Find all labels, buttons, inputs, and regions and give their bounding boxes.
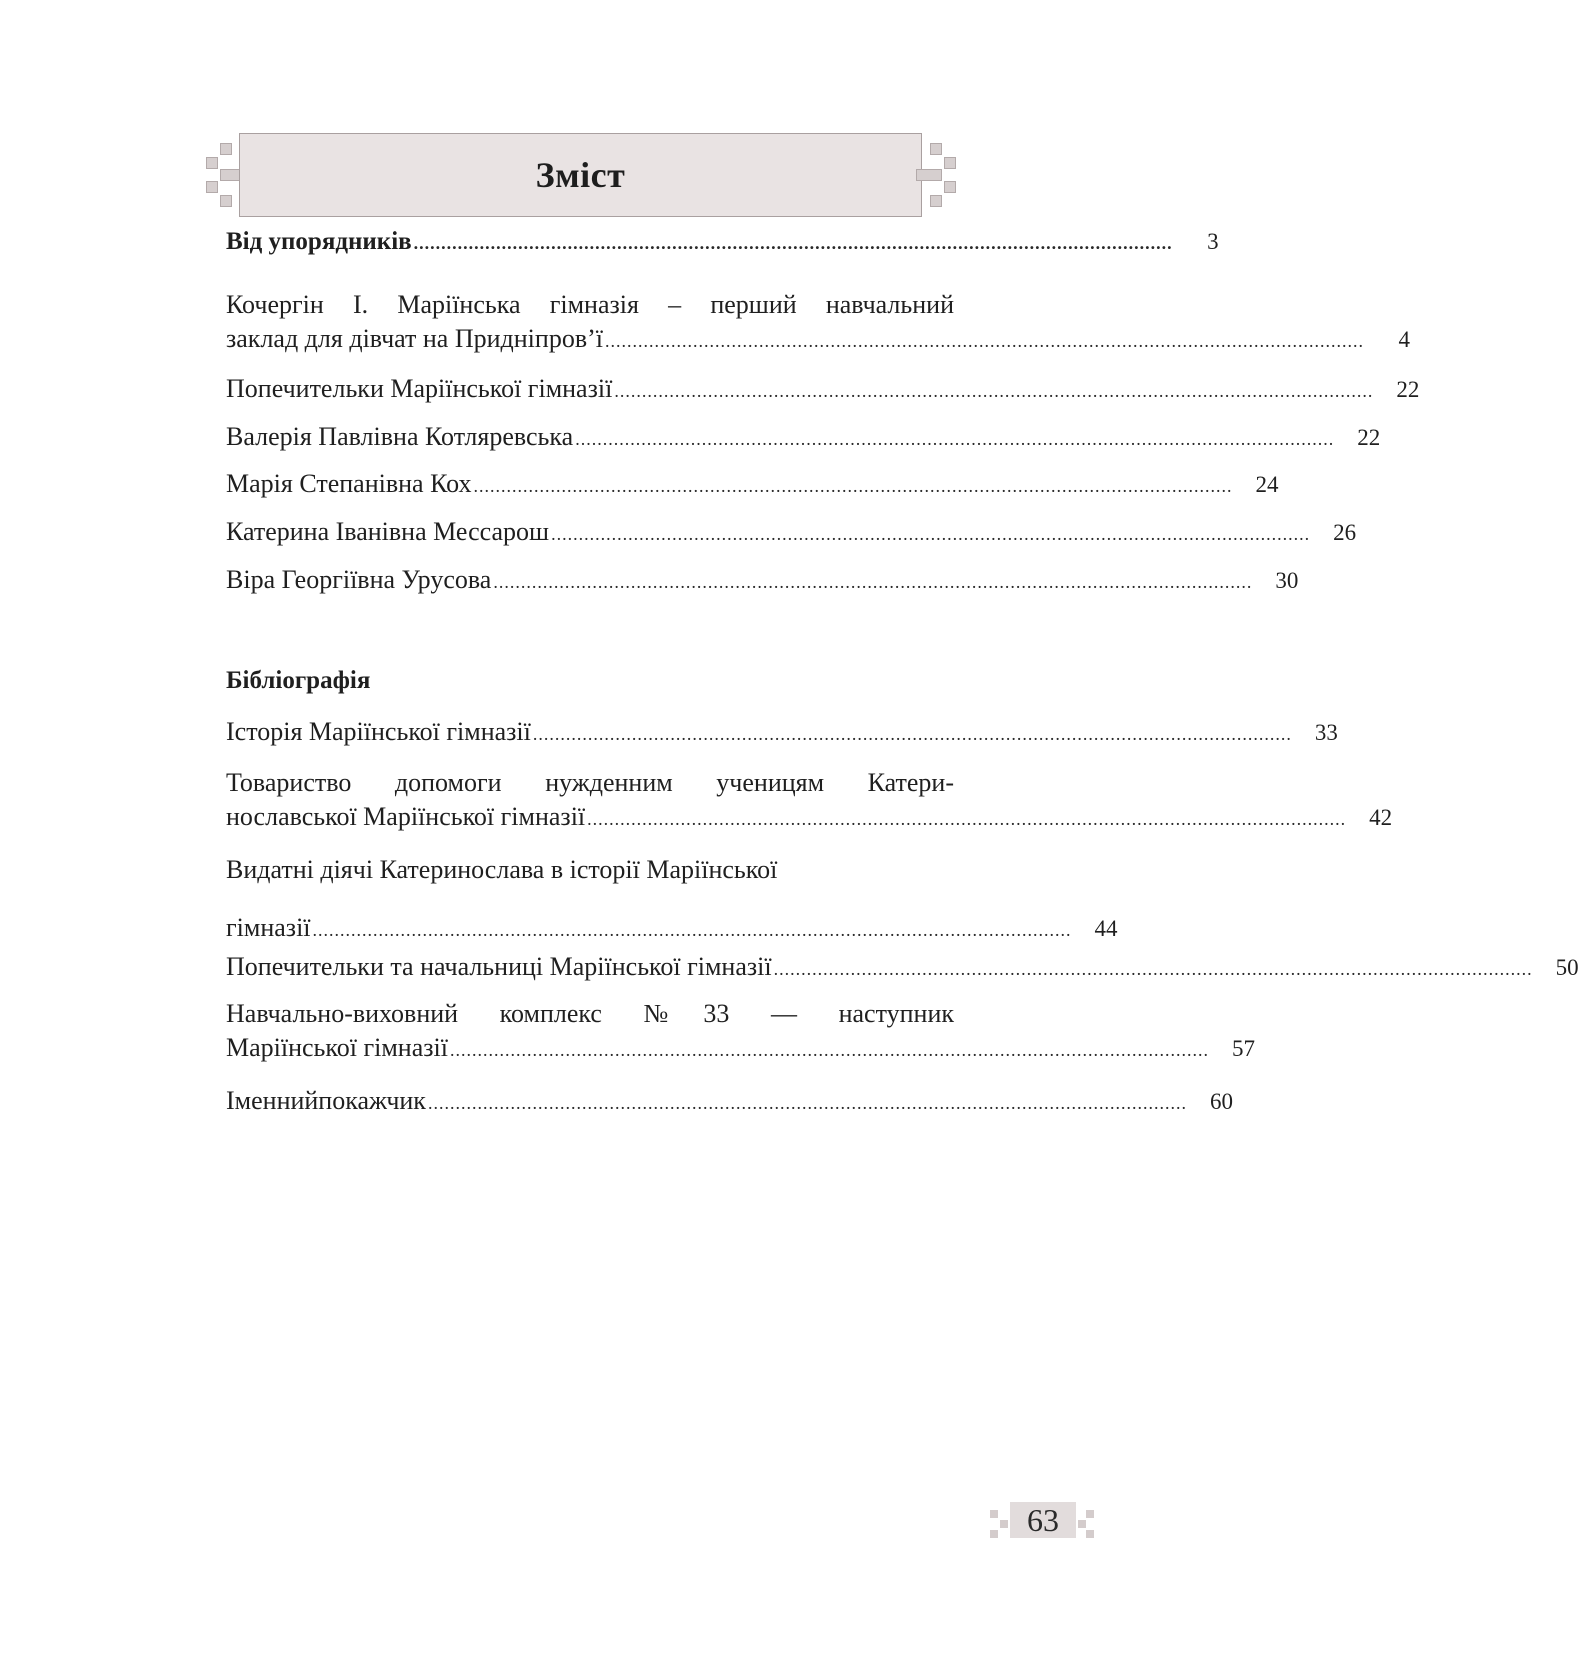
toc-entry-title: Видатні діячі Катеринослава в історії Маріїнської	[226, 855, 778, 884]
toc-entry[interactable]	[226, 853, 1118, 947]
toc-entry-title: Кочергін І. Маріїнська гімназія – перший навчальний	[226, 290, 954, 319]
toc-entry-page: 22	[1357, 425, 1381, 450]
toc-entry-title: Валерія Павлівна Котляревська	[226, 422, 574, 451]
dot-leader: ..........................................................................................................................................	[473, 476, 1233, 496]
page-title: Зміст	[535, 155, 626, 195]
toc-entry-title: Історія Маріїнської гімназії	[226, 717, 531, 746]
toc-entry[interactable]	[226, 420, 1381, 456]
dot-leader: ..........................................................................................................................................	[493, 572, 1253, 592]
toc-entry-title-continued: гімназії	[226, 913, 311, 942]
toc-entry-title-continued: Маріїнської гімназії	[226, 1033, 448, 1062]
toc-entry-page: 22	[1396, 377, 1420, 402]
dot-leader: ..........................................................................................................................................	[551, 524, 1311, 544]
dot-leader: ..........................................................................................................................................	[312, 920, 1072, 940]
dot-leader: ..........................................................................................................................................	[532, 724, 1292, 744]
dot-leader: ..........................................................................................................................................	[427, 1093, 1187, 1113]
toc-entry[interactable]	[226, 225, 1219, 260]
dot-leader: ..........................................................................................................................................	[413, 233, 1173, 253]
toc-entry-title-continued: заклад для дівчат на Придніпров’ї	[226, 324, 603, 353]
toc-entry-page: 33	[1314, 720, 1338, 745]
toc-entry[interactable]	[226, 515, 1357, 551]
toc-entry-page: 30	[1275, 568, 1299, 593]
toc-entry-page: 50	[1555, 955, 1579, 980]
toc-entry-title: Товариство допомоги нужденним ученицям Катери-	[226, 768, 954, 797]
dot-leader: ..........................................................................................................................................	[773, 959, 1533, 979]
toc-entry-title: Навчально-виховний комплекс №33 — наступник	[226, 999, 954, 1028]
dot-leader: ..........................................................................................................................................	[604, 331, 1364, 351]
dot-leader: ..........................................................................................................................................	[449, 1040, 1209, 1060]
toc-entry-page: 60	[1209, 1089, 1233, 1114]
toc-entry-title: Віра Георгіївна Урусова	[226, 565, 492, 594]
toc-entry[interactable]	[226, 715, 1338, 751]
toc-entry-page: 44	[1094, 916, 1118, 941]
toc-entry[interactable]	[226, 563, 1299, 599]
toc-entry-title: Попечительки та начальниці Маріїнської гімназії	[226, 952, 772, 981]
toc-entry-page: 24	[1255, 472, 1279, 497]
toc-entry-page: 26	[1333, 520, 1357, 545]
right-ornament	[916, 143, 956, 207]
title-box	[239, 133, 922, 217]
toc-entry-page: 57	[1231, 1036, 1255, 1061]
page-number	[990, 1500, 1096, 1540]
title-banner	[206, 133, 956, 217]
toc-entry[interactable]	[226, 467, 1279, 503]
toc-entry-title: Іменнийпокажчик	[226, 1086, 426, 1115]
toc-entry-title: Попечительки Маріїнської гімназії	[226, 374, 613, 403]
section-heading: Бібліографія	[226, 667, 371, 694]
dot-leader: ..........................................................................................................................................	[575, 429, 1335, 449]
toc-entry[interactable]	[226, 372, 1420, 408]
toc-entry-page: 42	[1369, 805, 1393, 830]
toc-entry-page: 3	[1207, 229, 1219, 254]
toc-entry-title: Від упорядників	[226, 228, 412, 255]
page-number-text: 63	[1027, 1502, 1059, 1538]
toc-entry-title: Катерина Іванівна Мессарош	[226, 517, 550, 546]
toc-entry[interactable]	[226, 950, 1579, 986]
dot-leader: ..........................................................................................................................................	[614, 381, 1374, 401]
toc-entry[interactable]	[226, 288, 1410, 358]
toc-entry-page: 4	[1398, 327, 1410, 352]
dot-leader: ..........................................................................................................................................	[587, 809, 1347, 829]
toc-entry-title: Марія Степанівна Кох	[226, 469, 472, 498]
toc-entry-title-continued: нославської Маріїнської гімназії	[226, 802, 586, 831]
toc-entry[interactable]	[226, 766, 1393, 836]
toc-entry[interactable]	[226, 1084, 1233, 1120]
toc-entry[interactable]	[226, 997, 1255, 1067]
